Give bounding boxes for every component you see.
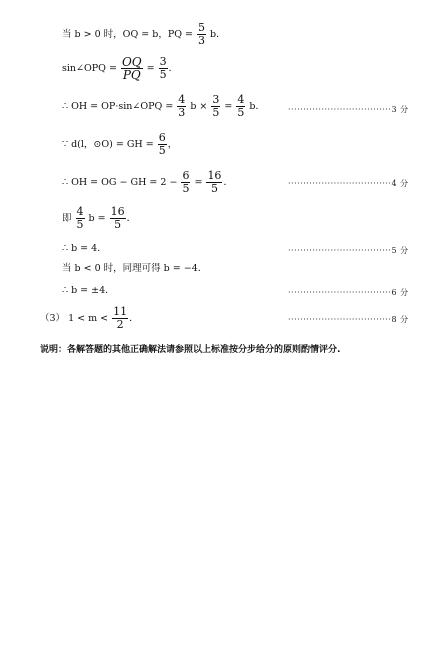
grading-note: 说明：各解答题的其他正确解法请参照以上标准按分步给分的原则酌情评分. bbox=[40, 345, 341, 355]
score-6: ··································6 分 bbox=[288, 288, 409, 297]
score-3: ··································3 分 bbox=[288, 105, 409, 114]
score-8: ··································8 分 bbox=[288, 315, 409, 324]
solution-line-3: ∴ OH = OP·sin∠OPQ = $\frac{4}{3}$ b × $\frac{3}{5}$ = $\frac{4}{5}$ b． bbox=[62, 93, 266, 119]
fraction: $\frac{OQ}{PQ}$ bbox=[121, 55, 142, 82]
fraction: $\frac{3}{5}$ bbox=[159, 55, 167, 81]
line-1-text-a: 当 b > 0 时，OQ = b，PQ = bbox=[62, 29, 197, 40]
score-5: ··································5 分 bbox=[288, 246, 409, 255]
fraction: $\frac{4}{3}$ bbox=[178, 93, 186, 119]
solution-line-1: 当 b > 0 时，OQ = b，PQ = $\frac{5}{3}$ b． bbox=[62, 21, 226, 47]
fraction: $\frac{16}{5}$ bbox=[110, 205, 125, 231]
solution-line-5: ∴ OH = OG − GH = 2 − $\frac{6}{5}$ = $\frac{16}{5}$ ． bbox=[62, 169, 233, 195]
fraction: $\frac{4}{5}$ bbox=[237, 93, 245, 119]
fraction: $\frac{5}{3}$ bbox=[198, 21, 206, 47]
score-4: ··································4 分 bbox=[288, 179, 409, 188]
fraction: $\frac{16}{5}$ bbox=[207, 169, 222, 195]
fraction: $\frac{11}{2}$ bbox=[113, 305, 128, 331]
solution-line-4: ∵ d(l，⊙O) = GH = $\frac{6}{5}$ ， bbox=[62, 131, 178, 157]
fraction: $\frac{6}{5}$ bbox=[158, 131, 166, 157]
fraction: $\frac{4}{5}$ bbox=[76, 205, 84, 231]
fraction: $\frac{6}{5}$ bbox=[182, 169, 190, 195]
fraction: $\frac{3}{5}$ bbox=[212, 93, 220, 119]
solution-line-6: 即 $\frac{4}{5}$ b = $\frac{16}{5}$ ． bbox=[62, 205, 137, 231]
solution-line-9: ∴ b = ±4． bbox=[62, 285, 115, 296]
solution-line-8: 当 b < 0 时，同理可得 b = −4． bbox=[62, 263, 208, 274]
solution-line-7: ∴ b = 4． bbox=[62, 243, 107, 254]
solution-line-2: sin∠OPQ = $\frac{OQ}{PQ}$ = $\frac{3}{5}$ ． bbox=[62, 55, 179, 82]
solution-line-10: （3） 1 < m < $\frac{11}{2}$ ． bbox=[40, 305, 139, 331]
